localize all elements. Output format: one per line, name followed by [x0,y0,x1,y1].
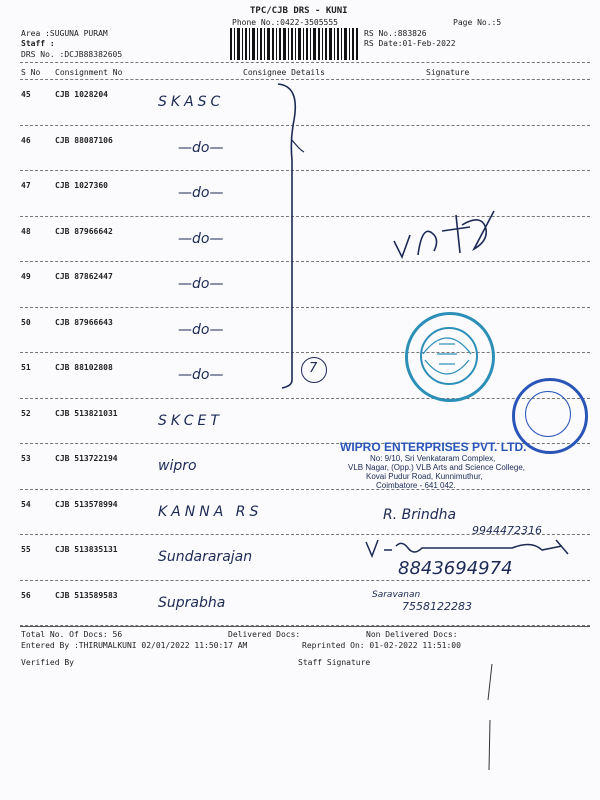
verified-by: Verified By [21,658,74,667]
college-seal-graphic [405,312,489,396]
row-consignment-no: CJB 87966643 [55,317,113,327]
document-title: TPC/CJB DRS - KUNI [250,6,348,16]
delivered-docs: Delivered Docs: [228,630,301,639]
wipro-stamp-line1: No: 9/10, Sri Venkataram Complex, [370,454,496,463]
row-consignment-no: CJB 1028204 [55,90,108,99]
row-sno: 56 [21,590,31,600]
row-consignee-handwritten: wipro [158,458,197,474]
row-consignment-no: CJB 513821031 [55,408,118,418]
row-sno: 47 [21,181,31,190]
row-consignee-handwritten: —do— [178,185,224,201]
row-consignee-handwritten: SKASC [158,94,225,110]
signature-sundararajan [362,536,577,560]
row-consignment-no: CJB 1027360 [55,181,108,190]
table-row [0,399,600,445]
row-consignment-no: CJB 88087106 [55,135,113,145]
bracket-mark [270,80,310,400]
row-consignment-no: CJB 513589583 [55,590,118,600]
row-consignee-handwritten: —do— [178,321,224,338]
phone-number: Phone No.:0422-3505555 [232,18,338,27]
row-consignee-handwritten: Suprabha [158,594,226,611]
rs-date: RS Date:01-Feb-2022 [364,39,456,48]
table-row [0,581,600,627]
rs-number: RS No.:883826 [364,29,427,38]
row-consignee-handwritten: —do— [178,276,224,292]
signature-scribble [390,205,500,265]
wipro-stamp-line4: Coimbatore - 641 042. [376,481,456,490]
phone-saravanan: 7558122283 [402,600,472,613]
row-sno: 55 [21,545,31,554]
row-sno: 48 [21,226,31,236]
pen-mark [478,660,508,780]
row-consignee-handwritten: KANNA RS [158,503,263,520]
row-consignee-handwritten: —do— [178,230,224,247]
row-sno: 53 [21,454,31,463]
row-sno: 54 [21,499,31,509]
row-sno: 51 [21,363,31,372]
row-consignment-no: CJB 513835131 [55,545,118,554]
non-delivered-docs: Non Delivered Docs: [366,630,458,639]
row-consignee-handwritten: Sundararajan [158,549,253,565]
row-consignment-no: CJB 87966642 [55,226,113,236]
reprinted-on: Reprinted On: 01-02-2022 11:51:00 [302,641,461,650]
header-divider-top [20,62,590,63]
row-consignee-handwritten: —do— [178,139,224,156]
phone-brindha: 9944472316 [472,524,542,537]
count-circle-value: 7 [309,361,318,376]
signature-brindha: R. Brindha [383,507,457,523]
row-consignee-handwritten: SKCET [158,412,223,429]
row-sno: 49 [21,272,31,281]
col-consignee-header: Consignee Details [243,68,325,77]
col-signature-header: Signature [426,68,470,77]
signature-saravanan: Saravanan [372,590,421,600]
row-consignment-no: CJB 513722194 [55,454,118,463]
row-consignee-handwritten: —do— [178,367,224,383]
page-number: Page No.:5 [453,18,502,27]
entered-by: Entered By :THIRUMALKUNI 02/01/2022 11:50:17 AM [21,641,248,650]
wipro-stamp [340,440,540,490]
col-consignment-header: Consignment No [55,68,123,77]
technology-seal-inner-ring [525,391,571,437]
barcode [230,28,358,60]
area-label: Area :SUGUNA PURAM [21,29,108,38]
count-circle [301,357,327,383]
col-sno-header: S No [21,68,41,77]
wipro-stamp-line3: Kovai Pudur Road, Kunnimuthur, [366,472,483,481]
staff-signature-label: Staff Signature [298,658,371,667]
row-sno: 45 [21,90,31,99]
college-seal-stamp [405,312,495,402]
row-consignment-no: CJB 513578994 [55,499,118,509]
wipro-stamp-name: WIPRO ENTERPRISES PVT. LTD. [340,440,527,454]
staff-label: Staff : [21,39,55,48]
drs-number: DRS No. :DCJB88382605 [21,50,123,59]
row-consignment-no: CJB 88102808 [55,363,113,372]
total-docs: Total No. Of Docs: 56 [21,630,123,639]
barcode-graphic [230,28,358,60]
footer-divider [20,626,590,627]
row-sno: 50 [21,317,31,327]
row-consignment-no: CJB 87862447 [55,272,113,281]
row-sno: 52 [21,408,31,418]
wipro-stamp-line2: VLB Nagar, (Opp.) VLB Arts and Science College, [348,463,525,472]
row-sno: 46 [21,135,31,145]
phone-sundararajan: 8843694974 [398,558,513,579]
